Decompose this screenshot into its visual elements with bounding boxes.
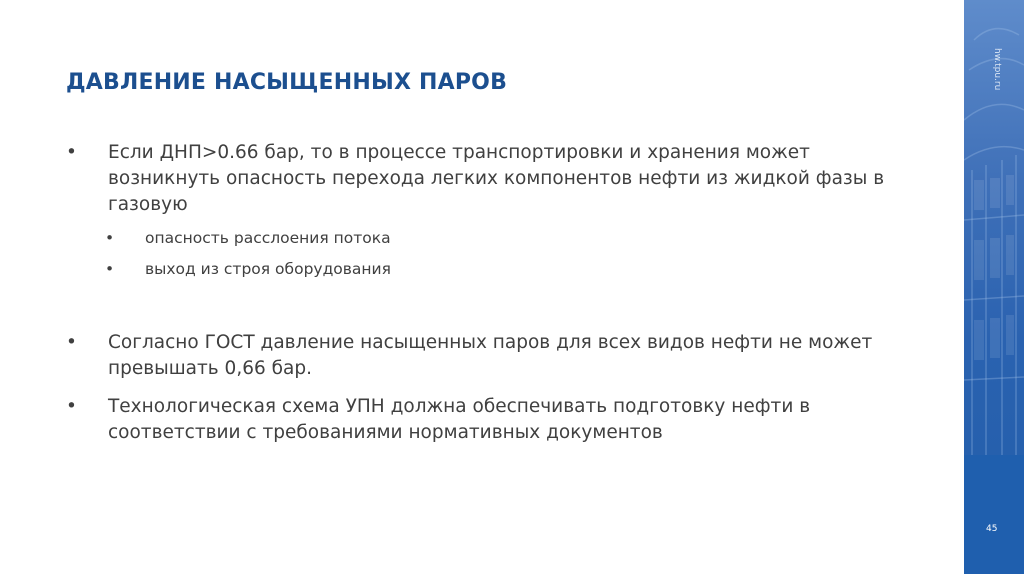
sub-bullet-icon: • [105, 229, 115, 247]
bullet-item-1-text: Если ДНП>0.66 бар, то в процессе транспортировки и хранения может возникнуть опасность перехода легких компонентов нефти из жидкой фазы в газовую [108, 142, 885, 215]
bullet-item-1 [66, 140, 926, 218]
site-url-label: hw.tpu.ru [992, 48, 1002, 91]
page-number: 45 [986, 524, 998, 534]
sub-bullet-item-2 [66, 258, 926, 280]
bullet-item-2-text: Согласно ГОСТ давление насыщенных паров для всех видов нефти не может превышать 0,66 бар. [108, 332, 873, 379]
slide-title: ДАВЛЕНИЕ НАСЫЩЕННЫХ ПАРОВ [66, 70, 508, 95]
bullet-item-3-text: Технологическая схема УПН должна обеспечивать подготовку нефти в соответствии с требованиями нормативных документов [108, 396, 811, 443]
bullet-item-3 [66, 394, 926, 446]
sub-bullet-item-1-text: опасность расслоения потока [145, 229, 391, 247]
sub-bullet-item-1 [66, 227, 926, 249]
sub-bullet-icon: • [105, 260, 115, 278]
bullet-icon: • [66, 396, 77, 417]
bullet-icon: • [66, 332, 77, 353]
slide-content [66, 140, 926, 446]
bullet-icon: • [66, 142, 77, 163]
bullet-item-2 [66, 330, 926, 382]
sub-bullet-item-2-text: выход из строя оборудования [145, 260, 391, 278]
